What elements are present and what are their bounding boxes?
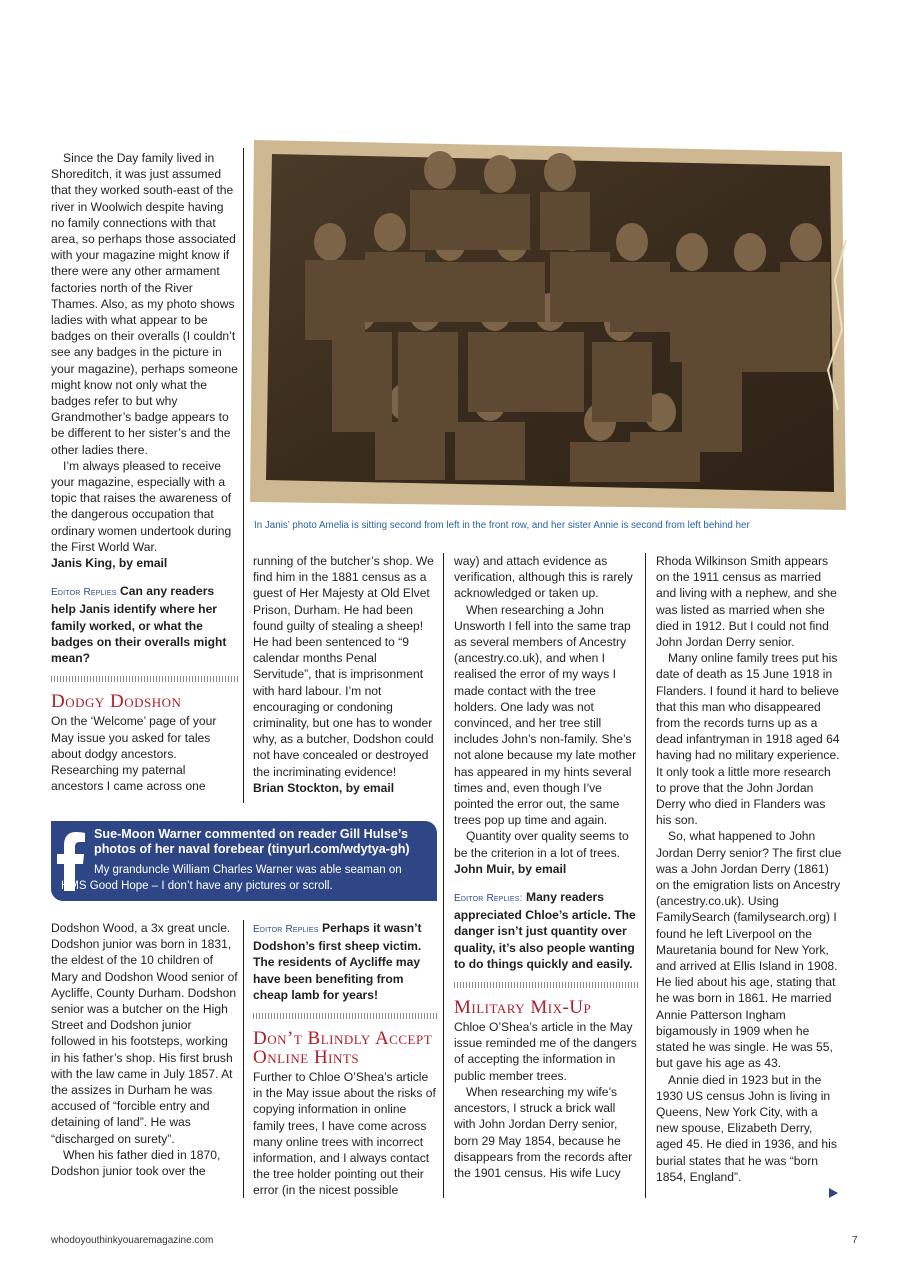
editor-reply-tag: Editor Replies: bbox=[454, 893, 523, 905]
letter-paragraph: Since the Day family lived in Shoreditch, it was just assumed that they worked south-east of the river in Woolwich despite having no family connections with that area, so perhaps those associated with your magazine might know if there were any other armament factories north of the River Thames. Also, as my photo shows ladies with what appear to be badges on their overalls (I couldn’t see any badges in the picture in your magazine), perhaps someone might know not only what the badges refer to but why Grandmother’s badge appears to be different to her sister’s and the other ladies there. bbox=[51, 151, 238, 457]
letter-paragraph: When his father died in 1870, Dodshon junior took over the bbox=[51, 1147, 221, 1179]
column-1-bottom bbox=[51, 920, 238, 1179]
facebook-body-line: HMS Good Hope – I don’t have any pictures or scroll. bbox=[61, 880, 333, 892]
column-3 bbox=[454, 553, 639, 1181]
continue-arrow-icon bbox=[829, 1188, 838, 1198]
letter-paragraph: On the ‘Welcome’ page of your May issue you asked for tales about dodgy ancestors. Researching my paternal ancestors I came across one bbox=[51, 714, 217, 794]
column-rule bbox=[645, 553, 646, 1198]
photo-caption: In Janis’ photo Amelia is sitting second from left in the front row, and her sister Annie is second from left behind her bbox=[254, 520, 750, 531]
letter-paragraph: Further to Chloe O’Shea’s article in the May issue about the risks of copying information in online family trees, I have come across many online trees with incorrect information, and I always contact the tree holder pointing out their error (in the nicest possible bbox=[253, 1070, 436, 1198]
editor-reply-tag: Editor Replies bbox=[253, 924, 319, 935]
column-4 bbox=[656, 553, 842, 1185]
dotted-separator bbox=[253, 1013, 438, 1019]
editor-reply bbox=[51, 583, 238, 666]
letter-signature: Brian Stockton, by email bbox=[253, 780, 395, 795]
letter-paragraph: So, what happened to John Jordan Derry senior? The first clue was a John Jordan Derry (1861) on the emigration lists on Ancestry (ancestry.co.uk). Using FamilySearch (familysearch.org) I found he left Liverpool on the Mauretania bound for New York, and arrived at Ellis Island in 1908. He lied about his age, stating that he was born in 1861. He married Annie Patterson Ingham bigamously in 1909 when he stated he was single. He was 55, but gave his age as 43. bbox=[656, 829, 842, 1071]
letter-paragraph: way) and attach evidence as verification, although this is rarely acknowledged or taken up. bbox=[454, 554, 633, 601]
facebook-headline: Sue-Moon Warner commented on reader Gill Hulse’s photos of her naval forebear (tinyurl.com/wdytya-gh) bbox=[94, 827, 410, 856]
facebook-comment-box bbox=[51, 821, 437, 901]
letter-signature: John Muir, by email bbox=[454, 861, 567, 876]
editor-reply-text: Can any readers help Janis identify where her family worked, or what the badges on their overalls might mean? bbox=[51, 584, 227, 666]
dotted-separator bbox=[454, 982, 639, 988]
letter-paragraph: running of the butcher’s shop. We find him in the 1881 census as a guest of Her Majesty at Old Elvet Prison, Durham. He had been found guilty of stealing a sheep! He had been sentenced to “9 calendar months Penal Servitude”, that is imprisonment with hard labour. I’m not encouraging or condoning criminality, but one has to wonder why, as a butcher, Dodshon could not have concealed or destroyed the incriminating evidence! bbox=[253, 554, 434, 779]
letter-signature: Janis King, by email bbox=[51, 556, 168, 571]
letter-paragraph: When researching my wife’s ancestors, I struck a brick wall with John Jordan Derry senior, born 29 May 1854, because he disappears from the records after the 1901 census. His wife Lucy bbox=[454, 1084, 633, 1180]
letter-paragraph: I’m always pleased to receive your magazine, especially with a topic that raises the awareness of the dangerous occupation that ordinary women undertook during the First World War. bbox=[51, 458, 232, 554]
editor-reply-text: Many readers appreciated Chloe’s article. The danger isn’t just quantity over quality, it’s also people wanting to do things quickly and easily. bbox=[454, 890, 636, 971]
editor-reply bbox=[454, 889, 639, 972]
vintage-group-photo bbox=[250, 130, 850, 518]
letter-paragraph: Rhoda Wilkinson Smith appears on the 1911 census as married and living with a nephew, and she was listed as married when she died in 1912. But I could not find John Jordan Derry senior. bbox=[656, 554, 837, 650]
section-heading: Military Mix-Up bbox=[454, 997, 592, 1019]
column-2-bottom bbox=[253, 920, 438, 1199]
footer-website: whodoyouthinkyouaremagazine.com bbox=[51, 1235, 214, 1246]
column-rule bbox=[243, 920, 244, 1198]
page-number: 7 bbox=[852, 1235, 858, 1246]
letter-paragraph: When researching a John Unsworth I fell into the same trap as several members of Ancestry (ancestry.co.uk), and when I realised the error of my ways I made contact with the tree holders. One lady was not convinced, and her tree still includes John’s non-family. She’s not alone because my late mother has appeared in my hints several times and, even though I’ve pointed the error out, the same trees pop up time and again. bbox=[454, 602, 637, 828]
editor-reply-tag: Editor Replies bbox=[51, 587, 117, 599]
column-2-top bbox=[253, 553, 438, 796]
letter-paragraph: Quantity over quality seems to be the criterion in a lot of trees. bbox=[454, 829, 629, 860]
letter-paragraph: Dodshon Wood, a 3x great uncle. Dodshon junior was born in 1831, the eldest of the 10 children of Mary and Dodshon Wood senior of Aycliffe, County Durham. Dodshon senior was a butcher on the High Street and Dodshon junior followed in his footsteps, working in his father’s shop. His first brush with the law came in July 1857. At the assizes in Durham he was accused of “forcible entry and detaining of land”. He was “discharged on surety”. bbox=[51, 921, 238, 1146]
letter-paragraph: Chloe O’Shea’s article in the May issue reminded me of the dangers of accepting the information in public member trees. bbox=[454, 1020, 637, 1083]
editor-reply-text: Perhaps it wasn’t Dodshon’s first sheep victim. The residents of Aycliffe may have been benefiting from cheap lamb for years! bbox=[253, 921, 422, 1002]
letter-paragraph: Many online family trees put his date of death as 15 June 1918 in Flanders. I found it hard to believe that this man who disappeared from the records turns up as a dead infantryman in 1918 aged 64 having had no military experience. It only took a little more research to prove that the John Jordan Derry who died in Flanders was his son. bbox=[656, 651, 840, 828]
editor-reply bbox=[253, 920, 438, 1003]
column-rule bbox=[243, 148, 244, 803]
facebook-body-line: My granduncle William Charles Warner was able seaman on bbox=[94, 864, 402, 876]
dotted-separator bbox=[51, 676, 238, 682]
column-1-top bbox=[51, 150, 238, 794]
letter-paragraph: Annie died in 1923 but in the 1930 US census John is living in Queens, New York City, with a new spouse, Elizabeth Derry, aged 45. He died in 1936, and his burial states that he was “born 1854, England”. bbox=[656, 1072, 837, 1184]
column-rule bbox=[443, 553, 444, 1198]
section-heading: Dodgy Dodshon bbox=[51, 691, 182, 713]
section-heading: Don’t Blindly Accept Online Hints bbox=[253, 1028, 433, 1069]
